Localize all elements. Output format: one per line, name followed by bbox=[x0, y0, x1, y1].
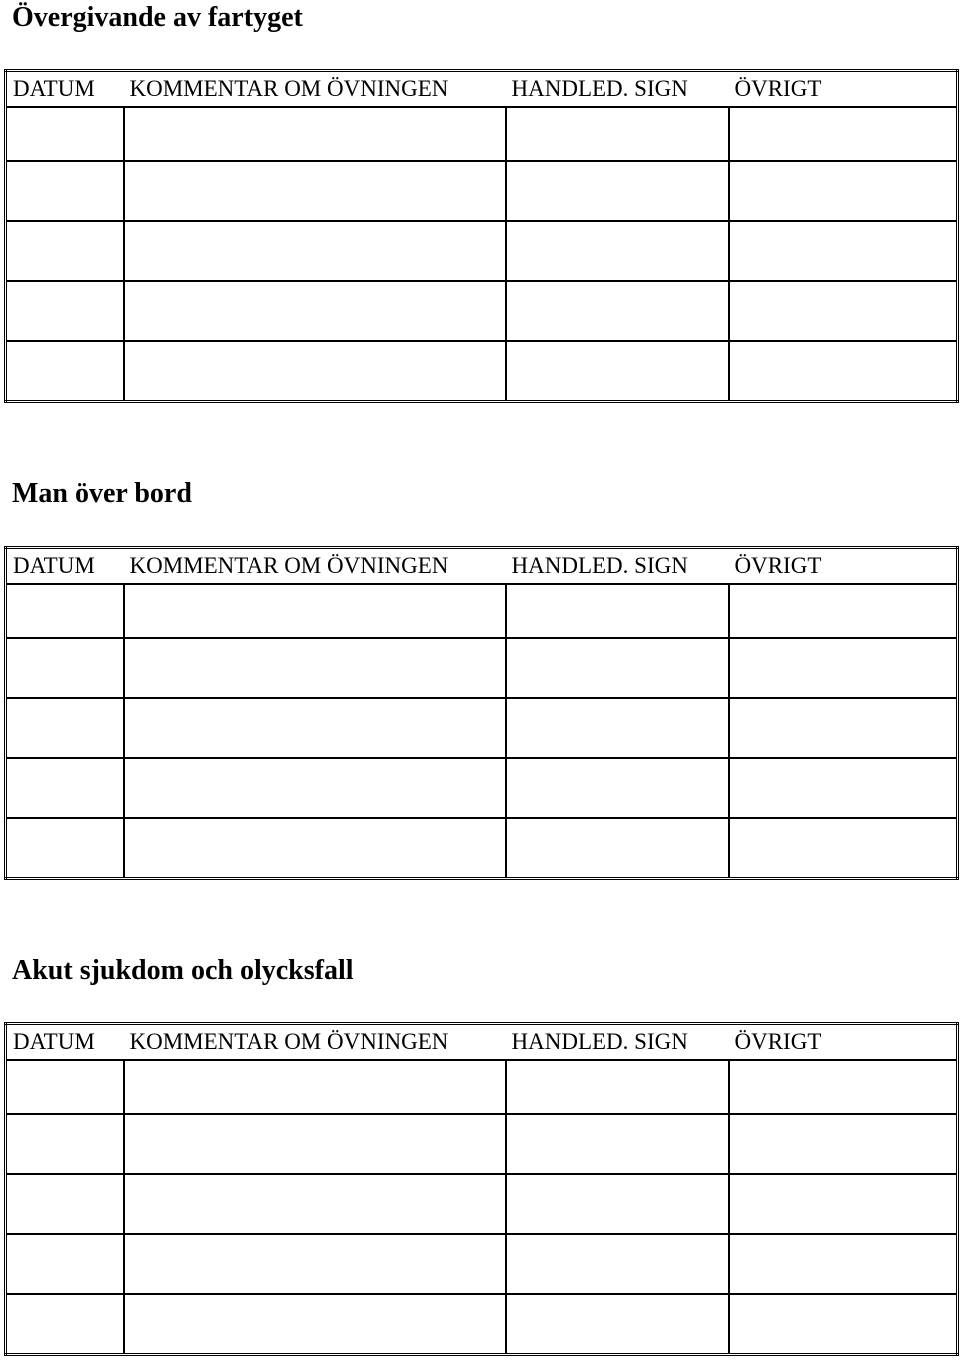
ovrigt-cell[interactable] bbox=[729, 221, 958, 281]
datum-cell[interactable] bbox=[6, 698, 124, 758]
table-row bbox=[6, 584, 958, 638]
table-row bbox=[6, 281, 958, 341]
kommentar-cell[interactable] bbox=[124, 1294, 506, 1355]
datum-cell[interactable] bbox=[6, 758, 124, 818]
sign-cell[interactable] bbox=[506, 221, 729, 281]
kommentar-cell[interactable] bbox=[124, 1114, 506, 1174]
ovrigt-cell[interactable] bbox=[729, 1234, 958, 1294]
datum-cell[interactable] bbox=[6, 1234, 124, 1294]
table-header-row bbox=[6, 71, 958, 108]
ovrigt-cell[interactable] bbox=[729, 584, 958, 638]
ovrigt-cell[interactable] bbox=[729, 698, 958, 758]
table-row bbox=[6, 698, 958, 758]
datum-cell[interactable] bbox=[6, 161, 124, 221]
kommentar-cell[interactable] bbox=[124, 818, 506, 879]
header-handled-sign: HANDLED. SIGN bbox=[506, 71, 729, 108]
table-row bbox=[6, 1114, 958, 1174]
table-row bbox=[6, 107, 958, 161]
sign-cell[interactable] bbox=[506, 161, 729, 221]
header-kommentar: KOMMENTAR OM ÖVNINGEN bbox=[124, 1024, 506, 1061]
sign-cell[interactable] bbox=[506, 698, 729, 758]
datum-cell[interactable] bbox=[6, 107, 124, 161]
sign-cell[interactable] bbox=[506, 758, 729, 818]
kommentar-cell[interactable] bbox=[124, 1234, 506, 1294]
ovrigt-cell[interactable] bbox=[729, 818, 958, 879]
header-ovrigt: ÖVRIGT bbox=[729, 548, 958, 585]
sign-cell[interactable] bbox=[506, 281, 729, 341]
section-title-overgivande: Övergivande av fartyget bbox=[12, 2, 303, 33]
kommentar-cell[interactable] bbox=[124, 1060, 506, 1114]
table-row bbox=[6, 1294, 958, 1355]
header-ovrigt: ÖVRIGT bbox=[729, 1024, 958, 1061]
ovrigt-cell[interactable] bbox=[729, 1174, 958, 1234]
sign-cell[interactable] bbox=[506, 818, 729, 879]
header-kommentar: KOMMENTAR OM ÖVNINGEN bbox=[124, 71, 506, 108]
datum-cell[interactable] bbox=[6, 1060, 124, 1114]
ovrigt-cell[interactable] bbox=[729, 161, 958, 221]
header-handled-sign: HANDLED. SIGN bbox=[506, 548, 729, 585]
kommentar-cell[interactable] bbox=[124, 341, 506, 402]
header-datum: DATUM bbox=[6, 548, 124, 585]
sign-cell[interactable] bbox=[506, 1294, 729, 1355]
table-row bbox=[6, 1174, 958, 1234]
kommentar-cell[interactable] bbox=[124, 221, 506, 281]
datum-cell[interactable] bbox=[6, 1294, 124, 1355]
sign-cell[interactable] bbox=[506, 1174, 729, 1234]
datum-cell[interactable] bbox=[6, 341, 124, 402]
datum-cell[interactable] bbox=[6, 221, 124, 281]
datum-cell[interactable] bbox=[6, 1174, 124, 1234]
ovrigt-cell[interactable] bbox=[729, 1294, 958, 1355]
section-title-akut-sjukdom: Akut sjukdom och olycksfall bbox=[12, 955, 354, 986]
sign-cell[interactable] bbox=[506, 584, 729, 638]
exercise-log-table-man-over-bord bbox=[4, 546, 959, 880]
sign-cell[interactable] bbox=[506, 1234, 729, 1294]
header-ovrigt: ÖVRIGT bbox=[729, 71, 958, 108]
kommentar-cell[interactable] bbox=[124, 584, 506, 638]
table-header-row bbox=[6, 1024, 958, 1061]
ovrigt-cell[interactable] bbox=[729, 1114, 958, 1174]
ovrigt-cell[interactable] bbox=[729, 758, 958, 818]
header-datum: DATUM bbox=[6, 1024, 124, 1061]
kommentar-cell[interactable] bbox=[124, 107, 506, 161]
sign-cell[interactable] bbox=[506, 341, 729, 402]
exercise-log-table-akut-sjukdom bbox=[4, 1022, 959, 1356]
sign-cell[interactable] bbox=[506, 1060, 729, 1114]
table-row bbox=[6, 161, 958, 221]
header-kommentar: KOMMENTAR OM ÖVNINGEN bbox=[124, 548, 506, 585]
section-title-man-over-bord: Man över bord bbox=[12, 478, 192, 509]
kommentar-cell[interactable] bbox=[124, 638, 506, 698]
header-datum: DATUM bbox=[6, 71, 124, 108]
table-row bbox=[6, 638, 958, 698]
table-row bbox=[6, 1060, 958, 1114]
ovrigt-cell[interactable] bbox=[729, 341, 958, 402]
kommentar-cell[interactable] bbox=[124, 758, 506, 818]
datum-cell[interactable] bbox=[6, 1114, 124, 1174]
datum-cell[interactable] bbox=[6, 584, 124, 638]
ovrigt-cell[interactable] bbox=[729, 281, 958, 341]
datum-cell[interactable] bbox=[6, 281, 124, 341]
header-handled-sign: HANDLED. SIGN bbox=[506, 1024, 729, 1061]
datum-cell[interactable] bbox=[6, 638, 124, 698]
ovrigt-cell[interactable] bbox=[729, 1060, 958, 1114]
table-row bbox=[6, 341, 958, 402]
sign-cell[interactable] bbox=[506, 638, 729, 698]
kommentar-cell[interactable] bbox=[124, 1174, 506, 1234]
table-row bbox=[6, 221, 958, 281]
kommentar-cell[interactable] bbox=[124, 161, 506, 221]
kommentar-cell[interactable] bbox=[124, 698, 506, 758]
ovrigt-cell[interactable] bbox=[729, 107, 958, 161]
kommentar-cell[interactable] bbox=[124, 281, 506, 341]
exercise-log-table-overgivande bbox=[4, 69, 959, 403]
datum-cell[interactable] bbox=[6, 818, 124, 879]
table-row bbox=[6, 1234, 958, 1294]
sign-cell[interactable] bbox=[506, 1114, 729, 1174]
ovrigt-cell[interactable] bbox=[729, 638, 958, 698]
sign-cell[interactable] bbox=[506, 107, 729, 161]
table-header-row bbox=[6, 548, 958, 585]
table-row bbox=[6, 818, 958, 879]
table-row bbox=[6, 758, 958, 818]
